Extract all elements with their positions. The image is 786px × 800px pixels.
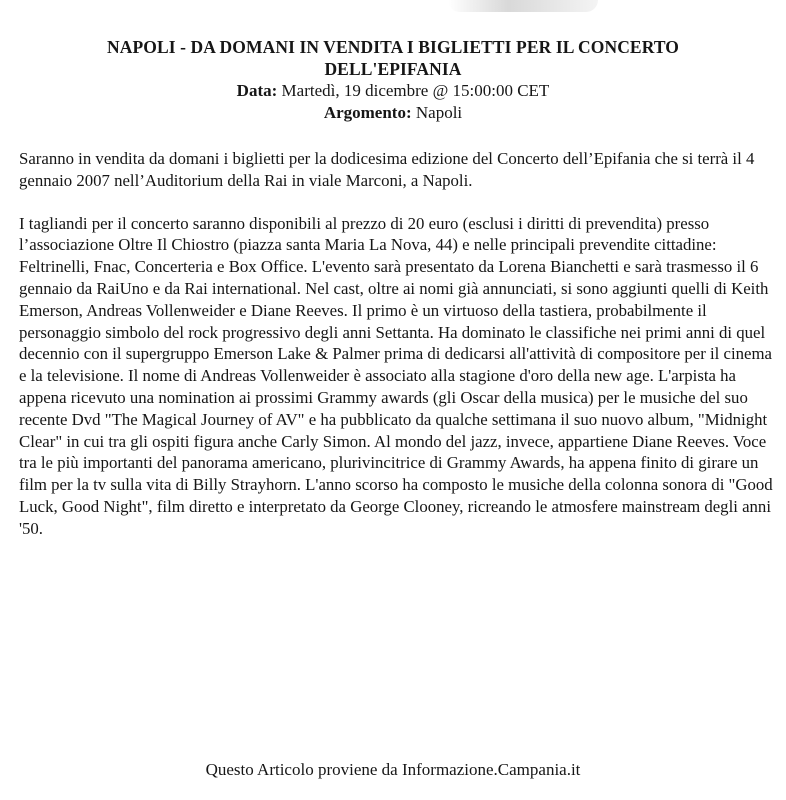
topic-value: Napoli bbox=[415, 103, 463, 122]
topic-line bbox=[40, 102, 746, 124]
date-value: Martedì, 19 dicembre @ 15:00:00 CET bbox=[281, 81, 550, 100]
date-label: Data: bbox=[236, 81, 278, 100]
article-body bbox=[19, 148, 779, 540]
scan-artifact bbox=[448, 0, 598, 12]
topic-label: Argomento: bbox=[323, 103, 412, 122]
source-footer: Questo Articolo proviene da Informazione.Campania.it bbox=[205, 760, 581, 779]
article-title: NAPOLI - DA DOMANI IN VENDITA I BIGLIETTI PER IL CONCERTO DELL'EPIFANIA bbox=[107, 37, 679, 79]
article-paragraph-1: Saranno in vendita da domani i biglietti per la dodicesima edizione del Concerto dell’Epifania che si terrà il 4 gennaio 2007 nell’Auditorium della Rai in viale Marconi, a Napoli. bbox=[19, 149, 755, 190]
article-paragraph-2: I tagliandi per il concerto saranno disponibili al prezzo di 20 euro (esclusi i diritti di prevendita) presso l’associazione Oltre Il Chiostro (piazza santa Maria La Nova, 44) e nelle principali prevendite cittadine: Feltrinelli, Fnac, Concerteria e Box Office. L'evento sarà presentato da Lorena Bianchetti e sarà trasmesso il 6 gennaio da RaiUno e da Rai international. Nel cast, oltre ai nomi già annunciati, si sono aggiunti quelli di Keith Emerson, Andreas Vollenweider e Diane Reeves. Il primo è un virtuoso della tastiera, probabilmente il personaggio simbolo del rock progressivo degli anni Settanta. Ha dominato le classifiche nei primi anni di quel decennio con il supergruppo Emerson Lake & Palmer prima di dedicarsi all'attività di compositore per il cinema e la televisione. Il nome di Andreas Vollenweider è associato alla stagione d'oro della new age. L'arpista ha appena ricevuto una nomination ai prossimi Grammy awards (gli Oscar della musica) per le musiche del suo recente Dvd "The Magical Journey of AV" e ha pubblicato da qualche settimana il suo nuovo album, "Midnight Clear" in cui tra gli ospiti figura anche Carly Simon. Al mondo del jazz, invece, appartiene Diane Reeves. Voce tra le più importanti del panorama americano, plurivincitrice di Grammy Awards, ha appena finito di girare un film per la tv sulla vita di Billy Strayhorn. L'anno scorso ha composto le musiche della colonna sonora di "Good Luck, Good Night", film diretto e interpretato da George Clooney, ricreando le atmosfere mainstream degli anni '50. bbox=[19, 213, 773, 538]
date-line bbox=[40, 80, 746, 102]
article-header bbox=[40, 36, 746, 124]
